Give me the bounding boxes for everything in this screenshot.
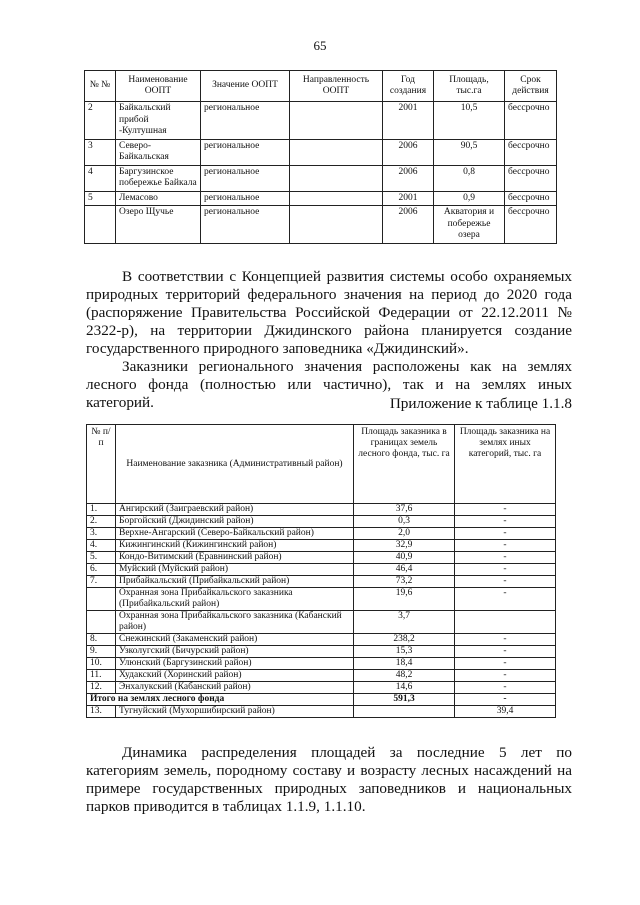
table-row: [85, 139, 557, 165]
table-cell: Охранная зона Прибайкальского заказника (Кабанский район): [116, 611, 354, 634]
table-cell: [290, 165, 383, 191]
table-cell: Северо-Байкальская: [116, 139, 201, 165]
header-cell: № п/п: [87, 425, 116, 504]
table-cell: [290, 206, 383, 244]
table-cell: -: [455, 588, 556, 611]
table-cell: 10,5: [434, 102, 505, 140]
reserves-table: [86, 424, 556, 718]
table-cell: региональное: [201, 165, 290, 191]
table-cell: 40,9: [354, 552, 455, 564]
table-row: [87, 611, 556, 634]
table-row: [87, 634, 556, 646]
table-row: [87, 564, 556, 576]
page-number: 65: [313, 38, 327, 53]
paragraph-text: В соответствии с Концепцией развития системы особо охраняемых природных территорий федерального значения на период до 2020 года (распоряжение Правительства Российской Федерации от 22.12.2011 № 2322-р), на территории Джидинского района планируется создание государственного природного заповедника «Джидинский».: [86, 268, 572, 357]
table-row: [87, 706, 556, 718]
table-cell: Улюнский (Баргузинский район): [116, 658, 354, 670]
table-cell: Ангирский (Заиграевский район): [116, 504, 354, 516]
table-cell: Лемасово: [116, 191, 201, 206]
table-cell: 18,4: [354, 658, 455, 670]
table-cell: -: [455, 564, 556, 576]
table-cell: Кондо-Витимский (Еравнинский район): [116, 552, 354, 564]
header-cell: № №: [85, 71, 116, 102]
table-cell: Верхне-Ангарский (Северо-Байкальский район): [116, 528, 354, 540]
appendix-label: Приложение к таблице 1.1.8: [389, 395, 572, 412]
table-cell: бессрочно: [505, 191, 557, 206]
total-forest-area: 591,3: [354, 694, 455, 706]
table-cell: Худакский (Хоринский район): [116, 670, 354, 682]
table-cell: 0,8: [434, 165, 505, 191]
table-cell: Охранная зона Прибайкальского заказника (Прибайкальский район): [116, 588, 354, 611]
table-cell: 0,9: [434, 191, 505, 206]
table-row: [87, 682, 556, 694]
table-cell: 238,2: [354, 634, 455, 646]
table-cell: 90,5: [434, 139, 505, 165]
table-cell: Кижингинский (Кижингинский район): [116, 540, 354, 552]
header-cell: Срок действия: [505, 71, 557, 102]
table-cell: 10.: [87, 658, 116, 670]
protected-areas-table: [84, 70, 557, 244]
table-row: [87, 516, 556, 528]
table-row: [85, 102, 557, 140]
table-cell: 4.: [87, 540, 116, 552]
total-row: [87, 694, 556, 706]
table-cell: Баргузинское побережье Байкала: [116, 165, 201, 191]
table-cell: -: [455, 528, 556, 540]
table-cell: 8.: [87, 634, 116, 646]
header-cell: Направленность ООПТ: [290, 71, 383, 102]
table-cell: 46,4: [354, 564, 455, 576]
table-cell: Прибайкальский (Прибайкальский район): [116, 576, 354, 588]
table-row: [87, 504, 556, 516]
table-cell: 2.: [87, 516, 116, 528]
table-cell: -: [455, 634, 556, 646]
header-cell: Год создания: [383, 71, 434, 102]
total-other-area: -: [455, 694, 556, 706]
table-cell: Тугнуйский (Мухоршибирский район): [116, 706, 354, 718]
table-row: [87, 658, 556, 670]
table-row: [85, 206, 557, 244]
table-cell: 13.: [87, 706, 116, 718]
table-cell: 2001: [383, 191, 434, 206]
table-cell: -: [455, 516, 556, 528]
table-cell: 14,6: [354, 682, 455, 694]
table-cell: -: [455, 682, 556, 694]
table-row: [85, 165, 557, 191]
table-cell: 7.: [87, 576, 116, 588]
table-cell: -: [455, 540, 556, 552]
table-cell: -: [455, 552, 556, 564]
table-cell: 5: [85, 191, 116, 206]
table-cell: 32,9: [354, 540, 455, 552]
header-cell: Площадь заказника на землях иных категорий, тыс. га: [455, 425, 556, 504]
table-cell: Узколугский (Бичурский район): [116, 646, 354, 658]
table-cell: [455, 611, 556, 634]
table-cell: [354, 706, 455, 718]
table-cell: 0,3: [354, 516, 455, 528]
table-cell: 37,6: [354, 504, 455, 516]
header-cell: Значение ООПТ: [201, 71, 290, 102]
table-cell: -: [455, 670, 556, 682]
table-cell: 9.: [87, 646, 116, 658]
total-label: Итого на землях лесного фонда: [87, 694, 354, 706]
table-header-row: [87, 425, 556, 504]
header-cell: Площадь заказника в границах земель лесного фонда, тыс. га: [354, 425, 455, 504]
table-cell: [290, 139, 383, 165]
table-cell: региональное: [201, 191, 290, 206]
table-cell: региональное: [201, 102, 290, 140]
table-cell: 3: [85, 139, 116, 165]
table-cell: бессрочно: [505, 165, 557, 191]
table-cell: региональное: [201, 206, 290, 244]
header-cell: Наименование ООПТ: [116, 71, 201, 102]
table-row: [87, 576, 556, 588]
table-cell: -: [455, 658, 556, 670]
table-cell: [290, 102, 383, 140]
table-cell: -: [455, 504, 556, 516]
table-cell: 11.: [87, 670, 116, 682]
table-cell: 2,0: [354, 528, 455, 540]
table-cell: Байкальский прибой -Култушная: [116, 102, 201, 140]
table-row: [87, 552, 556, 564]
table-cell: 12.: [87, 682, 116, 694]
table-cell: Акватория и побережье озера: [434, 206, 505, 244]
table-cell: 2006: [383, 139, 434, 165]
table-header-row: [85, 71, 557, 102]
table-cell: 48,2: [354, 670, 455, 682]
table-cell: Озеро Щучье: [116, 206, 201, 244]
table-cell: 2006: [383, 165, 434, 191]
table-cell: [87, 611, 116, 634]
table-cell: [290, 191, 383, 206]
table-row: [87, 646, 556, 658]
table-row: [87, 540, 556, 552]
table-cell: 19,6: [354, 588, 455, 611]
table-cell: 2006: [383, 206, 434, 244]
table-cell: 73,2: [354, 576, 455, 588]
table-cell: 1.: [87, 504, 116, 516]
table-cell: 2: [85, 102, 116, 140]
table-cell: региональное: [201, 139, 290, 165]
table-cell: 2001: [383, 102, 434, 140]
table-cell: -: [455, 646, 556, 658]
paragraph-concept: [86, 268, 572, 358]
table-row: [87, 670, 556, 682]
table-cell: Боргойский (Джидинский район): [116, 516, 354, 528]
table-cell: 6.: [87, 564, 116, 576]
paragraph-text: Заказники регионального значения расположены как на землях лесного фонда (полностью или частично), так и на землях иных категорий.: [86, 358, 572, 411]
table-cell: бессрочно: [505, 139, 557, 165]
table-cell: 39,4: [455, 706, 556, 718]
table-cell: бессрочно: [505, 102, 557, 140]
header-cell: Площадь, тыс.га: [434, 71, 505, 102]
table-cell: Снежинский (Закаменский район): [116, 634, 354, 646]
table-row: [87, 588, 556, 611]
table-cell: [87, 588, 116, 611]
table-cell: 15,3: [354, 646, 455, 658]
table-row: [87, 528, 556, 540]
paragraph-dynamics: [86, 744, 572, 816]
table-cell: 5.: [87, 552, 116, 564]
header-cell: Наименование заказника (Административный район): [116, 425, 354, 504]
paragraph-text: Динамика распределения площадей за последние 5 лет по категориям земель, породному составу и возрасту лесных насаждений на примере государственных природных заповедников и национальных парков приводится в таблицах 1.1.9, 1.1.10.: [86, 744, 572, 815]
table-cell: Энхалукский (Кабанский район): [116, 682, 354, 694]
table-cell: 3,7: [354, 611, 455, 634]
table-row: [85, 191, 557, 206]
table-cell: бессрочно: [505, 206, 557, 244]
table-cell: -: [455, 576, 556, 588]
table-cell: [85, 206, 116, 244]
table-cell: 4: [85, 165, 116, 191]
table-cell: Муйский (Муйский район): [116, 564, 354, 576]
table-cell: 3.: [87, 528, 116, 540]
